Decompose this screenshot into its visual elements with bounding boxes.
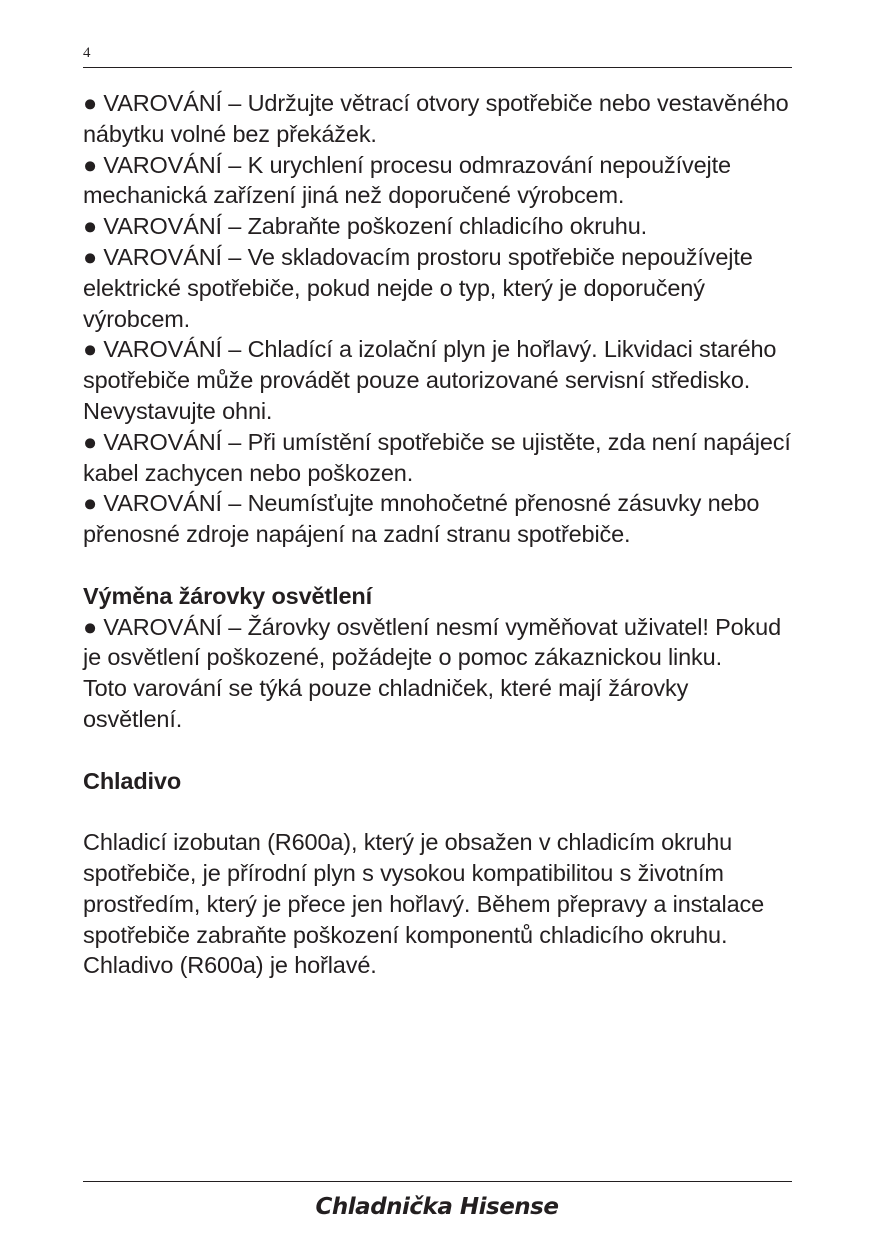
page-content bbox=[83, 88, 792, 981]
warning-item: ● VAROVÁNÍ – K urychlení procesu odmrazování nepoužívejte mechanická zařízení jiná než doporučené výrobcem. bbox=[83, 151, 731, 209]
warning-item: ● VAROVÁNÍ – Neumísťujte mnohočetné přenosné zásuvky nebo přenosné zdroje napájení na zadní stranu spotřebiče. bbox=[83, 490, 760, 548]
section-note: Chladivo (R600a) je hořlavé. bbox=[83, 952, 377, 979]
warnings-list bbox=[83, 88, 792, 550]
section-spacer bbox=[83, 735, 792, 766]
warning-item: ● VAROVÁNÍ – Chladící a izolační plyn je hořlavý. Likvidaci starého spotřebiče může provádět pouze autorizované servisní středisko. Nevystavujte ohni. bbox=[83, 336, 777, 424]
section-note: Toto varování se týká pouze chladniček, které mají žárovky osvětlení. bbox=[83, 675, 689, 732]
page-number: 4 bbox=[83, 45, 91, 61]
warning-item: ● VAROVÁNÍ – Při umístění spotřebiče se ujistěte, zda není napájecí kabel zachycen nebo poškozen. bbox=[83, 428, 791, 486]
header-rule bbox=[83, 67, 792, 68]
bulb-replacement-section bbox=[83, 581, 792, 735]
section-paragraph: Chladicí izobutan (R600a), který je obsažen v chladicím okruhu spotřebiče, je přírodní plyn s vysokou kompatibilitou s životním prostředím, který je přece jen hořlavý. Během přepravy a instalace spotřebiče zabraňte poškození komponentů chladicího okruhu. bbox=[83, 829, 765, 948]
warning-item: ● VAROVÁNÍ – Ve skladovacím prostoru spotřebiče nepoužívejte elektrické spotřebiče, pokud nejde o typ, který je doporučený výrobcem. bbox=[83, 243, 753, 332]
footer-rule bbox=[83, 1181, 792, 1182]
refrigerant-section bbox=[83, 766, 792, 982]
footer-title: Chladnička Hisense bbox=[315, 1194, 559, 1220]
section-heading: Výměna žárovky osvětlení bbox=[83, 582, 372, 609]
heading-spacer bbox=[83, 796, 792, 827]
warning-item: ● VAROVÁNÍ – Žárovky osvětlení nesmí vyměňovat uživatel! Pokud je osvětlení poškozené, požádejte o pomoc zákaznickou linku. bbox=[83, 613, 781, 671]
warning-item: ● VAROVÁNÍ – Udržujte větrací otvory spotřebiče nebo vestavěného nábytku volné bez překážek. bbox=[83, 90, 789, 147]
section-heading: Chladivo bbox=[83, 767, 182, 794]
section-spacer bbox=[83, 550, 792, 581]
warning-item: ● VAROVÁNÍ – Zabraňte poškození chladicího okruhu. bbox=[83, 213, 648, 240]
